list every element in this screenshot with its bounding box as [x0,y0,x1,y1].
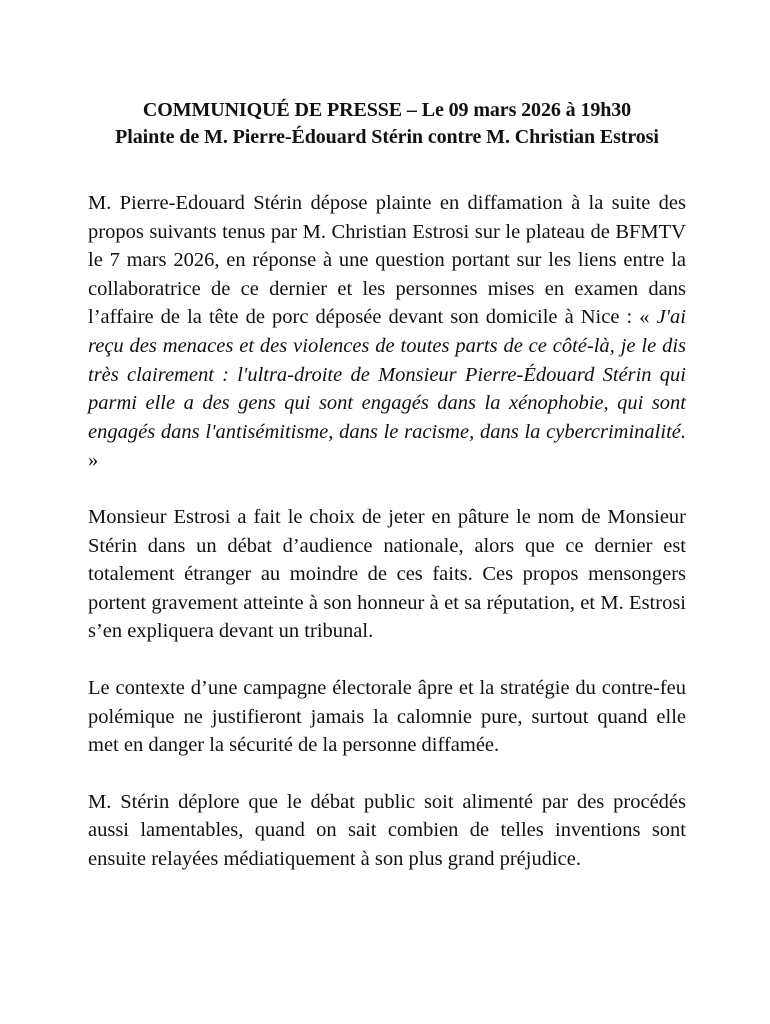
paragraph-context: Le contexte d’une campagne électorale âpre et la stratégie du contre-feu polémique ne justifieront jamais la calomnie pure, surtout quand elle met en danger la sécurité de la personne diffamée. [88,676,686,757]
paragraph-complaint [88,189,686,475]
paragraph-complaint-intro: M. Pierre-Edouard Stérin dépose plainte en diffamation à la suite des propos suivants tenus par M. Christian Estrosi sur le plateau de BFMTV le 7 mars 2026, en réponse à une question portant sur les liens entre la collaboratrice de ce dernier et les personnes mises en examen dans l’affaire de la tête de porc déposée devant son domicile à Nice : « [88,192,686,329]
press-release-header [88,97,686,151]
estrosi-quote: J'ai reçu des menaces et des violences de toutes parts de ce côté-là, je le dis très clairement : l'ultra-droite de Monsieur Pierre-Édouard Stérin qui parmi elle a des gens qui sont engagés dans la xénophobie, qui sont engagés dans l'antisémitisme, dans le racisme, dans la cybercriminalité. [88,306,686,443]
quote-closing-mark: » [88,449,99,472]
press-release-page [88,97,686,873]
press-release-body [88,189,686,873]
press-release-subject: Plainte de M. Pierre-Édouard Stérin contre M. Christian Estrosi [115,126,659,148]
paragraph-defamation: Monsieur Estrosi a fait le choix de jeter en pâture le nom de Monsieur Stérin dans un débat d’audience nationale, alors que ce dernier est totalement étranger au moindre de ces faits. Ces propos mensongers portent gravement atteinte à son honneur à et sa réputation, et M. Estrosi s’en expliquera devant un tribunal. [88,505,686,643]
press-release-title: COMMUNIQUÉ DE PRESSE – Le 09 mars 2026 à 19h30 [142,99,632,121]
paragraph-conclusion: M. Stérin déplore que le débat public soit alimenté par des procédés aussi lamentables, quand on sait combien de telles inventions sont ensuite relayées médiatiquement à son plus grand préjudice. [88,790,686,870]
